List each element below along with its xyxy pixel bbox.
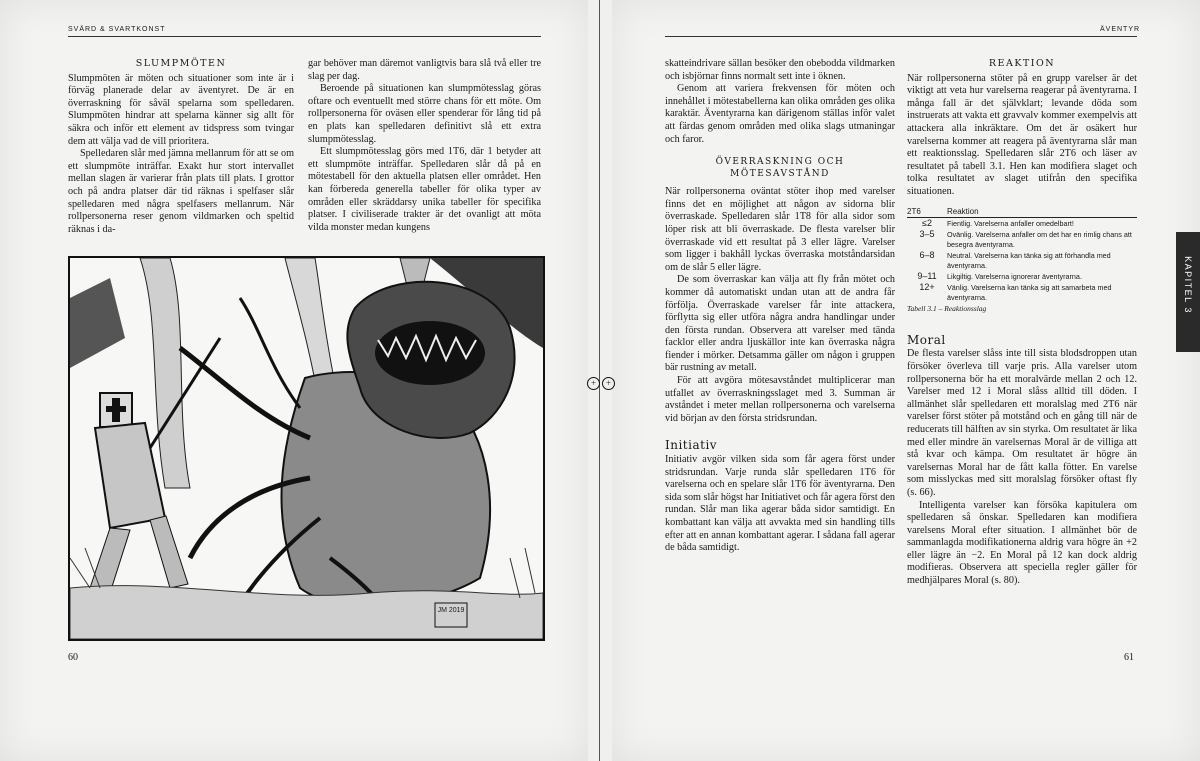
table-cell-roll: 9–11 — [917, 270, 937, 281]
paragraph: De flesta varelser slåss inte till sista blodsdroppen utan försöker överleva till varje pris. Alla varelser utom rollpersonerna bör ha ett moralvärde mellan 2 och 12. Varelser med 12 i Moral slåss alltid till döden. I allmänhet slår spelledaren ett moralslag med 2T6 när varelser först stöter på motstånd och en gång till när de reducerats till hälften av sin styrka. Om resultatet är lika med eller mindre än varelsernas Moral är de villiga att stå kvar och kämpa. Om resultatet är högre än varelsernas Moral har de fått kalla fötter. En varelse som misslyckas med sitt moralslag försöker oftast fly (s. 66). — [907, 348, 1137, 498]
section-heading-slumpmoten: SLUMPMÖTEN — [135, 58, 227, 69]
left-column-1 — [68, 58, 294, 236]
table-header-roll: 2T6 — [907, 207, 947, 218]
paragraph: De som överraskar kan välja att fly från mötet och kommer då automatiskt undan utan att de andra får förfölja. Överraskade varelser får inte attackera, förflytta sig eller utföra några andra handlingar under den första rundan. Observera att varelser med tända facklor eller andra ljuskällor inte kan överraska några fiender i mörker. Detsamma gäller om någon i gruppen bär rustning av metall. — [665, 274, 895, 374]
left-column-2 — [308, 58, 541, 234]
paragraph: gar behöver man däremot vanligtvis bara slå två eller tre slag per dag. — [308, 58, 541, 82]
table-row — [907, 217, 1137, 229]
right-column-2 — [907, 58, 1137, 588]
table-row — [907, 229, 1137, 250]
table-cell-reaction: Ovänlig. Varelserna anfaller om det har en rimlig chans att besegra äventyrarna. — [947, 230, 1132, 249]
chapter-tab-label: KAPITEL 3 — [1183, 256, 1193, 314]
registration-mark-icon: + — [587, 377, 600, 390]
heading-line: ÖVERRASKNING OCH — [715, 157, 845, 168]
left-head-rule — [68, 36, 541, 37]
paragraph: Slumpmöten är möten och situationer som inte är i förväg planerade delar av äventyret. De är en överraskning för såväl spelarna som spelledaren. Slumpmöten hindrar att spelarna känner sig allt för säkra och inför ett element av tidspress som tvingar dem att välja vad de vill prioritera. — [68, 72, 294, 147]
table-cell-roll: 12+ — [919, 282, 935, 293]
table-row — [907, 271, 1137, 282]
illustration-drawing — [70, 258, 543, 639]
table-cell-roll: ≤2 — [922, 217, 932, 228]
heading-line: MÖTESAVSTÅND — [730, 169, 830, 180]
table-row — [907, 282, 1137, 303]
reaction-table — [907, 207, 1137, 304]
right-page-number: 61 — [1124, 652, 1134, 663]
paragraph: Intelligenta varelser kan försöka kapitulera om spelledaren så önskar. Spelledaren kan modifiera varelsens Moral efter situation. I allmänhet bör de sammanlagda modifikationerna aldrig vara högre än +2 eller lägre än −2. En Moral på 12 kan dock aldrig modifieras. Observera att speciella regler gäller för medhjälpares Moral (s. 80). — [907, 499, 1137, 587]
right-head-rule — [665, 36, 1137, 37]
table-header-row — [907, 207, 1137, 218]
table-cell-roll: 6–8 — [919, 250, 935, 261]
section-heading-reaktion: REAKTION — [988, 58, 1056, 69]
paragraph: Spelledaren slår med jämna mellanrum för att se om ett slumpmöte inträffar. Exakt hur stort intervallet mellan slagen är varierar från plats till plats. I grottor och på andra platser där tid räknas i spelfaser slår spelledaren med några spelfasers mellanrum. När rollpersonerna reser genom vildmarken och speltid räknas i da- — [68, 148, 294, 235]
paragraph: Genom att variera frekvensen för möten och innehållet i mötestabellerna kan olika områden ges olika karaktär. Äventyrarna kan därigenom ställas inför valet att färdas genom områden med olika slags utmaningar och faror. — [665, 83, 895, 145]
paragraph: Ett slumpmötesslag görs med 1T6, där 1 betyder att ett slumpmöte inträffar. Spelledaren slår då på en mötestabell för den aktuella platsen eller området. Hen kan förbereda generella tabeller för olika typer av områden eller skräddarsy unika tabeller för specifika platser. I civiliserade trakter är det ovanligt att möta vilda monster medan kungens — [308, 146, 541, 233]
chapter-side-tab — [1176, 232, 1200, 352]
knight-vs-plant-monster-illustration — [68, 256, 545, 641]
paragraph: När rollpersonerna oväntat stöter ihop med varelser finns det en möjlighet att någon av sidorna blir överraskade. Spelledaren slår 1T8 för alla sidor som löper risk att bli överraskade. De flesta varelser blir överraskade vid ett resultat på 3 eller lägre. Varelser som ligger i bakhåll lyckas överraska motståndarsidan om de slår 5 eller lägre. — [665, 186, 895, 273]
table-cell-reaction: Neutral. Varelserna kan tänka sig att förhandla med äventyrarna. — [947, 251, 1111, 270]
left-running-head: SVÄRD & SVARTKONST — [68, 26, 166, 33]
section-heading-initiativ: Initiativ — [665, 438, 718, 453]
paragraph: Initiativ avgör vilken sida som får agera först under stridsrundan. Varje runda slår spelledaren 1T6 för varelserna och en spelare slår 1T6 för äventyrarna. Den sida som slår högst har Initiativet och får agera först den rundan. Slår man lika agerar båda sidor samtidigt. En kombattant kan välja att avvakta med sin handling tills efter att en annan kombattant agerar. I sådana fall agerar de båda samtidigt. — [665, 454, 895, 554]
left-page-number: 60 — [68, 652, 78, 663]
paragraph: När rollpersonerna stöter på en grupp varelser är det viktigt att veta hur varelserna reagerar på äventyrarna. I många fall är det självklart; levande döda som instruerats att vakta ett gravvalv kommer exempelvis att attackera alla inkräktare. Om det är osäkert hur varelserna kommer att reagera på äventyrarna slår man ett reaktionsslag. Spelledaren slår 2T6 och läser av resultatet på tabell 3.1. Hen kan modifiera slaget och tolka resultatet av slaget utifrån den specifika situationen. — [907, 72, 1137, 197]
table-cell-roll: 3–5 — [919, 229, 935, 240]
section-heading-moral: Moral — [907, 332, 946, 347]
registration-mark-icon: + — [602, 377, 615, 390]
table-cell-reaction: Likgiltig. Varelserna ignorerar äventyrarna. — [947, 271, 1082, 281]
paragraph: skatteindrivare sällan besöker den obebodda vildmarken och isbjörnar finns normalt sett inte i öknen. — [665, 58, 895, 82]
right-column-1 — [665, 58, 895, 555]
right-running-head: ÄVENTYR — [1100, 26, 1141, 33]
artist-signature: JM 2019 — [437, 607, 465, 614]
paragraph: Beroende på situationen kan slumpmötesslag göras oftare och eventuellt med större chans för ett möte. Om rollpersonerna för oväsen eller spenderar för lång tid på en plats kan spelledaren definitivt slå ett extra slumpmötesslag. — [308, 83, 541, 145]
table-cell-reaction: Vänlig. Varelserna kan tänka sig att samarbeta med äventyrarna. — [947, 283, 1112, 302]
table-caption: Tabell 3.1 – Reaktionsslag — [907, 304, 987, 314]
table-header-reaction: Reaktion — [947, 207, 1137, 218]
table-cell-reaction: Fientlig. Varelserna anfaller omedelbart! — [947, 218, 1074, 228]
section-heading-overraskning — [665, 156, 895, 180]
table-row — [907, 250, 1137, 271]
paragraph: För att avgöra mötesavståndet multiplicerar man utfallet av överraskningsslaget med 3. Summan är avståndet i meter mellan rollpersonerna och varelserna vid början av den första stridsrundan. — [665, 375, 895, 424]
